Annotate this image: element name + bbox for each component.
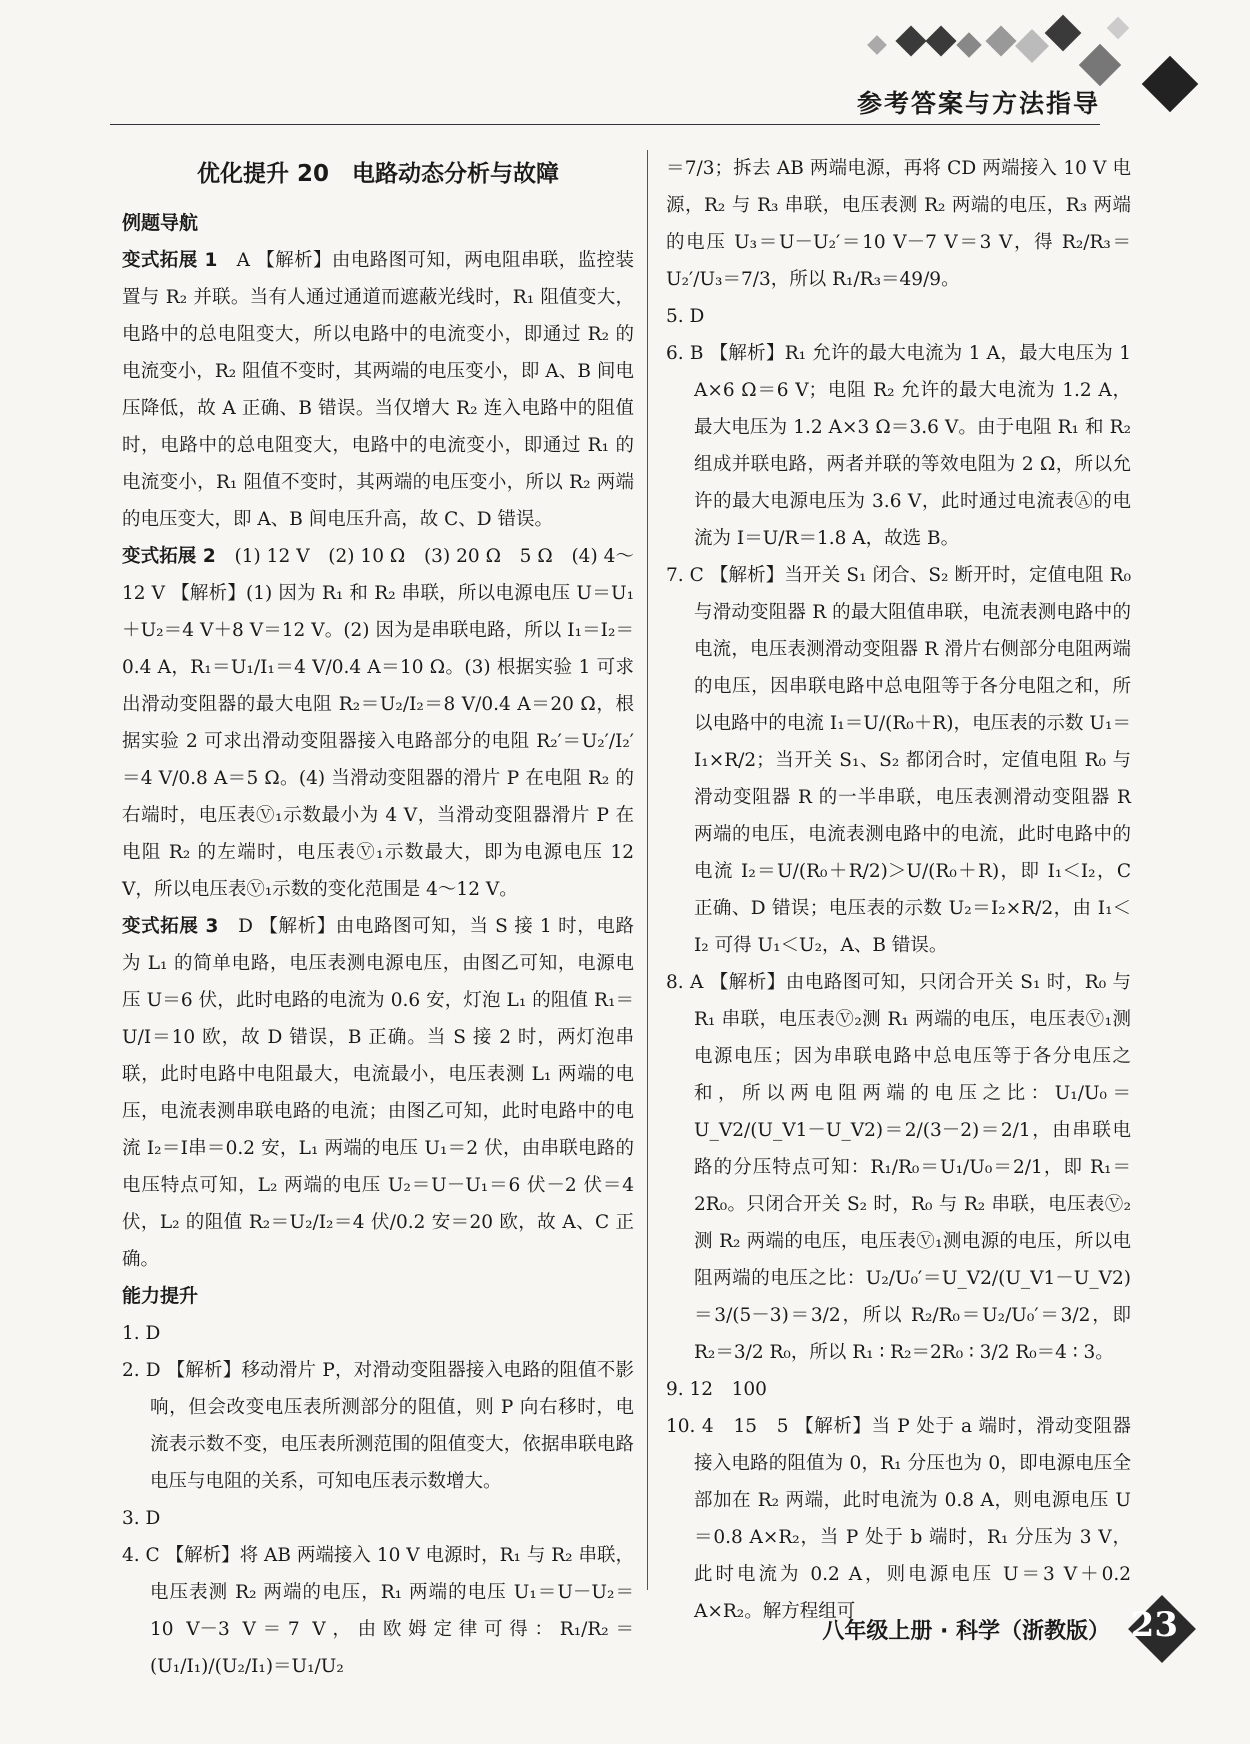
header-rule — [110, 124, 1100, 125]
header-title: 参考答案与方法指导 — [856, 89, 1100, 118]
answer-6: 6. B 【解析】R₁ 允许的最大电流为 1 A，最大电压为 1 A×6 Ω＝6 V；电阻 R₂ 允许的最大电流为 1.2 A，最大电压为 1.2 A×3 Ω＝3.6 V。由于电阻 R₁ 和 R₂ 组成并联电路，两者并联的等效电阻为 2 Ω，所以允许的最大电源电压为 3.6 V，此时通过电流表Ⓐ的电流为 I＝U/R＝1.8 A，故选 B。 — [666, 343, 1131, 549]
answer-8: 8. A 【解析】由电路图可知，只闭合开关 S₁ 时，R₀ 与 R₁ 串联，电压表Ⓥ₂测 R₁ 两端的电压，电压表Ⓥ₁测电源电压；因为串联电路中总电压等于各分电压之和，所以两电阻两端的电压之比：U₁/U₀＝U_V2/(U_V1－U_V2)＝2/(3－2)＝2/1，由串联电路的分压特点可知：R₁/R₀＝U₁/U₀＝2/1，即 R₁＝2R₀。只闭合开关 S₂ 时，R₀ 与 R₂ 串联，电压表Ⓥ₂测 R₂ 两端的电压，电压表Ⓥ₁测电源的电压，所以电阻两端的电压之比：U₂/U₀′＝U_V2/(U_V1－U_V2)＝3/(5－3)＝3/2，所以 R₂/R₀＝U₂/U₀′＝3/2，即 R₂＝3/2 R₀，所以 R₁ ∶ R₂＝2R₀ ∶ 3/2 R₀＝4 ∶ 3。 — [666, 972, 1131, 1363]
answer-10: 10. 4 15 5 【解析】当 P 处于 a 端时，滑动变阻器接入电路的阻值为 0，R₁ 分压也为 0，即电源电压全部加在 R₂ 两端，此时电流为 0.8 A，则电源电压 U＝0.8 A×R₂，当 P 处于 b 端时，R₁ 分压为 3 V，此时电流为 0.2 A，则电源电压 U＝3 V＋0.2 A×R₂。解方程组可 — [666, 1416, 1131, 1622]
answer-4-continued: ＝7/3；拆去 AB 两端电源，再将 CD 两端接入 10 V 电源，R₂ 与 R₃ 串联，电压表测 R₂ 两端的电压，R₃ 两端的电压 U₃＝U－U₂′＝10 V－7 V＝3 V，得 R₂/R₃＝U₂′/U₃＝7/3，所以 R₁/R₃＝49/9。 — [666, 158, 1131, 290]
example-3 — [122, 908, 634, 1278]
page-header — [0, 0, 1250, 135]
page-number: 23 — [1130, 1605, 1178, 1645]
left-column — [122, 150, 634, 1685]
answer-2: 2. D 【解析】移动滑片 P，对滑动变阻器接入电路的阻值不影响，但会改变电压表所测部分的阻值，则 P 向右移时，电流表示数不变，电压表所测范围的阻值变大，依据串联电路电压与电阻的关系，可知电压表示数增大。 — [122, 1360, 634, 1492]
example-1-label: 变式拓展 1 — [122, 250, 218, 271]
example-1 — [122, 242, 634, 538]
column-divider — [647, 150, 648, 1590]
section-title: 优化提升 20 电路动态分析与故障 — [196, 161, 559, 187]
example-1-text: A 【解析】由电路图可知，两电阻串联，监控装置与 R₂ 并联。当有人通过通道而遮蔽光线时，R₁ 阻值变大，电路中的总电阻变大，所以电路中的电流变小，即通过 R₂ 的电流变小，R₂ 阻值不变时，其两端的电压变小，即 A、B 间电压降低，故 A 正确、B 错误。当仅增大 R₂ 连入电路中的阻值时，电路中的总电阻变大，电路中的电流变小，即通过 R₁ 的电流变小，R₁ 阻值不变时，其两端的电压变小，所以 R₂ 两端的电压变大，即 A、B 间电压升高，故 C、D 错误。 — [122, 250, 634, 530]
right-column — [666, 150, 1131, 1630]
footer-book-title: 八年级上册 · 科学（浙教版） — [822, 1619, 1110, 1644]
answer-3: 3. D — [122, 1508, 161, 1529]
example-2-label: 变式拓展 2 — [122, 546, 216, 567]
answer-1: 1. D — [122, 1323, 161, 1344]
answer-9: 9. 12 100 — [666, 1379, 767, 1400]
example-3-text: D 【解析】由电路图可知，当 S 接 1 时，电路为 L₁ 的简单电路，电压表测电源电压，由图乙可知，电源电压 U＝6 伏，此时电路的电流为 0.6 安，灯泡 L₁ 的阻值 R₁＝U/I＝10 欧，故 D 错误，B 正确。当 S 接 2 时，两灯泡串联，此时电路中电阻最大，电流最小，电压表测 L₁ 两端的电压，电流表测串联电路的电流；由图乙可知，此时电路中的电流 I₂＝I串＝0.2 安，L₁ 两端的电压 U₁＝2 伏，由串联电路的电压特点可知，L₂ 两端的电压 U₂＝U－U₁＝6 伏－2 伏＝4 伏，L₂ 的阻值 R₂＝U₂/I₂＝4 伏/0.2 安＝20 欧，故 A、C 正确。 — [122, 916, 634, 1270]
example-3-label: 变式拓展 3 — [122, 916, 219, 937]
subheading-examples: 例题导航 — [122, 212, 199, 234]
answer-4: 4. C 【解析】将 AB 两端接入 10 V 电源时，R₁ 与 R₂ 串联，电压表测 R₂ 两端的电压，R₁ 两端的电压 U₁＝U－U₂＝10 V－3 V＝7 V，由欧姆定律可得：R₁/R₂＝(U₁/I₁)/(U₂/I₁)＝U₁/U₂ — [122, 1545, 634, 1677]
example-2 — [122, 538, 634, 908]
answer-5: 5. D — [666, 306, 705, 327]
answer-7: 7. C 【解析】当开关 S₁ 闭合、S₂ 断开时，定值电阻 R₀ 与滑动变阻器 R 的最大阻值串联，电流表测电路中的电流，电压表测滑动变阻器 R 滑片右侧部分电阻两端的电压，因串联电路中总电阻等于各分电阻之和，所以电路中的电流 I₁＝U/(R₀＋R)，电压表的示数 U₁＝I₁×R/2；当开关 S₁、S₂ 都闭合时，定值电阻 R₀ 与滑动变阻器 R 的一半串联，电压表测滑动变阻器 R 两端的电压，电流表测电路中的电流，此时电路中的电流 I₂＝U/(R₀＋R/2)＞U/(R₀＋R)，即 I₁＜I₂，C 正确、D 错误；电压表的示数 U₂＝I₂×R/2，由 I₁＜I₂ 可得 U₁＜U₂，A、B 错误。 — [666, 565, 1131, 956]
subheading-ability: 能力提升 — [122, 1285, 199, 1307]
example-2-text: (1) 12 V (2) 10 Ω (3) 20 Ω 5 Ω (4) 4～12 V 【解析】(1) 因为 R₁ 和 R₂ 串联，所以电源电压 U＝U₁＋U₂＝4 V＋8 V＝12 V。(2) 因为是串联电路，所以 I₁＝I₂＝0.4 A，R₁＝U₁/I₁＝4 V/0.4 A＝10 Ω。(3) 根据实验 1 可求出滑动变阻器的最大电阻 R₂＝U₂/I₂＝8 V/0.4 A＝20 Ω，根据实验 2 可求出滑动变阻器接入电路部分的电阻 R₂′＝U₂′/I₂′＝4 V/0.8 A＝5 Ω。(4) 当滑动变阻器的滑片 P 在电阻 R₂ 的右端时，电压表Ⓥ₁示数最小为 4 V，当滑动变阻器滑片 P 在电阻 R₂ 的左端时，电压表Ⓥ₁示数最大，即为电源电压 12 V，所以电压表Ⓥ₁示数的变化范围是 4～12 V。 — [122, 546, 634, 900]
